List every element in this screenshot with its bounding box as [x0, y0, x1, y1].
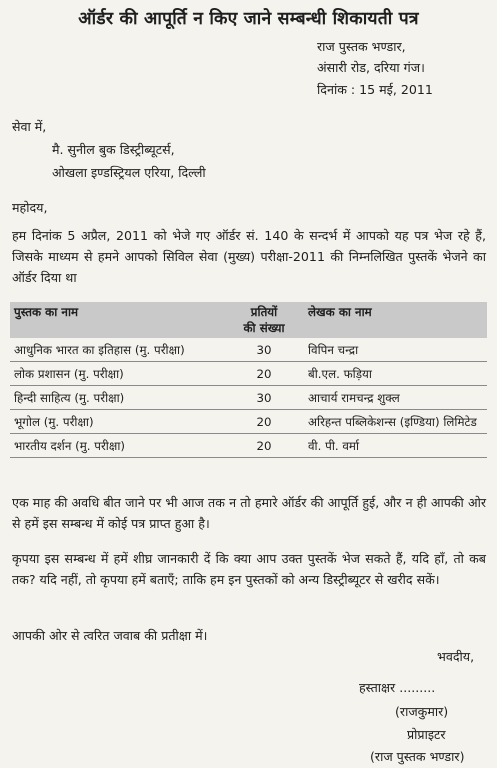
cell-book: भारतीय दर्शन (मु. परीक्षा) — [10, 434, 224, 458]
sender-name: राज पुस्तक भण्डार, — [317, 39, 406, 54]
cell-quantity: 30 — [224, 386, 304, 410]
table-row — [10, 338, 487, 362]
signer-designation: प्रोप्राइटर — [407, 727, 446, 742]
cell-book: भूगोल (मु. परीक्षा) — [10, 410, 224, 434]
letter-date: दिनांक : 15 मई, 2011 — [317, 82, 433, 97]
order-table — [10, 302, 487, 458]
table-row — [10, 434, 487, 458]
header-author: लेखक का नाम — [308, 305, 372, 319]
cell-author: अरिहन्त पब्लिकेशन्स (इण्डिया) लिमिटेड — [304, 410, 487, 434]
signature-line: हस्ताक्षर ......... — [359, 680, 436, 695]
header-quantity — [224, 302, 304, 338]
cell-author: वी. पी. वर्मा — [304, 434, 487, 458]
cell-book: आधुनिक भारत का इतिहास (मु. परीक्षा) — [10, 338, 224, 362]
cell-author: बी.एल. फड़िया — [304, 362, 487, 386]
table-row — [10, 410, 487, 434]
recipient-address: ओखला इण्डस्ट्रियल एरिया, दिल्ली — [52, 165, 206, 180]
cell-quantity: 30 — [224, 338, 304, 362]
greeting: महोदय, — [12, 200, 48, 215]
sender-address: अंसारी रोड, दरिया गंज। — [317, 60, 425, 75]
salutation-to: सेवा में, — [12, 119, 47, 134]
cell-quantity: 20 — [224, 434, 304, 458]
table-row — [10, 362, 487, 386]
letter-title: ऑर्डर की आपूर्ति न किए जाने सम्बन्धी शिकायती पत्र — [78, 9, 419, 29]
cell-quantity: 20 — [224, 410, 304, 434]
paragraph-2: एक माह की अवधि बीत जाने पर भी आज तक न तो हमारे ऑर्डर की आपूर्ति हुई, और न ही आपकी ओर से हमें इस सम्बन्ध में कोई पत्र प्राप्त हुआ है। — [12, 495, 486, 531]
paragraph-3: कृपया इस सम्बन्ध में हमें शीघ्र जानकारी दें कि क्या आप उक्त पुस्तकें भेज सकते हैं, यदि हाँ, तो कब तक? यदि नहीं, तो कृपया हमें बताएँ; ताकि हम इन पुस्तकों को अन्य डिस्ट्रीब्यूटर से खरीद सकें। — [12, 551, 486, 587]
header-quantity-line2: की संख्या — [243, 321, 285, 335]
cell-quantity: 20 — [224, 362, 304, 386]
cell-author: विपिन चन्द्रा — [304, 338, 487, 362]
recipient-name: मै. सुनील बुक डिस्ट्रीब्यूटर्स, — [52, 142, 175, 157]
signer-name: (राजकुमार) — [395, 704, 449, 719]
cell-book: लोक प्रशासन (मु. परीक्षा) — [10, 362, 224, 386]
signer-firm: (राज पुस्तक भण्डार) — [370, 749, 465, 764]
header-quantity-line1: प्रतियों — [250, 305, 278, 319]
cell-book: हिन्दी साहित्य (मु. परीक्षा) — [10, 386, 224, 410]
table-row — [10, 386, 487, 410]
paragraph-1: हम दिनांक 5 अप्रैल, 2011 को भेजे गए ऑर्डर सं. 140 के सन्दर्भ में आपको यह पत्र भेज रहे हैं, जिसके माध्यम से हमने आपको सिविल सेवा (मुख्य) परीक्षा-2011 की निम्नलिखित पुस्तकें भेजने का ऑर्डर दिया था — [12, 228, 486, 285]
cell-author: आचार्य रामचन्द्र शुक्ल — [304, 386, 487, 410]
header-book: पुस्तक का नाम — [14, 305, 79, 319]
paragraph-4: आपकी ओर से त्वरित जवाब की प्रतीक्षा में। — [12, 628, 208, 643]
valediction: भवदीय, — [437, 649, 475, 664]
table-header-row — [10, 302, 487, 338]
